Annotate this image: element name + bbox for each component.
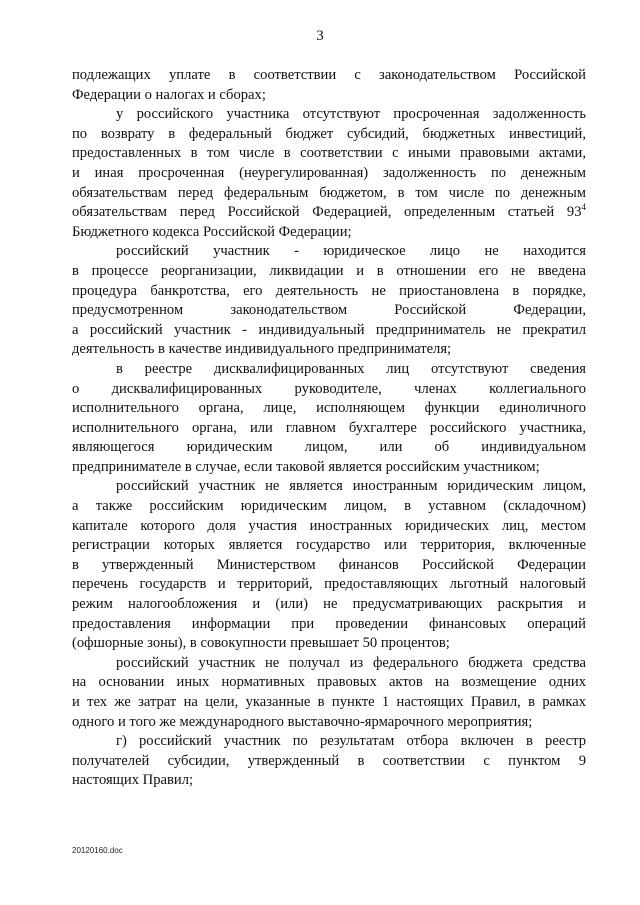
text-line: являющегося юридическим лицом, или об индивидуальном (72, 439, 586, 456)
text-line: (офшорные зоны), в совокупности превышает 50 процентов; (72, 635, 450, 652)
paragraph-first-line: г) российский участник по результатам отбора включен в реестр (116, 733, 586, 750)
text-line: Федерации о налогах и сборах; (72, 86, 266, 103)
text-line: в утвержденный Министерством финансов Российской Федерации (72, 556, 586, 573)
text-line: получателей субсидии, утвержденный в соответствии с пунктом 9 (72, 752, 586, 769)
text-line: в процессе реорганизации, ликвидации и в отношении его не введена (72, 262, 586, 279)
text-line: подлежащих уплате в соответствии с законодательством Российской (72, 67, 586, 83)
text-line: исполнительного органа, или главном бухгалтере российского участника, (72, 419, 586, 436)
text-line: предусмотренном законодательством Российской Федерации, (72, 302, 586, 319)
text-line: исполнительного органа, лице, исполняющем функции единоличного (72, 400, 586, 417)
text-line: предпринимателе в случае, если таковой является российским участником; (72, 458, 540, 475)
text-line: обязательствам перед федеральным бюджетом, в том числе по денежным (72, 184, 586, 201)
paragraph-first-line: российский участник не получал из федерального бюджета средства (116, 654, 586, 671)
superscript: 4 (581, 202, 586, 213)
text-line: о дисквалифицированных руководителе, членах коллегиального (72, 380, 586, 397)
text-line: капитале которого доля участия иностранных юридических лиц, местом (72, 517, 586, 534)
text-line: по возврату в федеральный бюджет субсидий, бюджетных инвестиций, (72, 125, 586, 142)
paragraph-first-line: российский участник не является иностранным юридическим лицом, (116, 478, 586, 495)
text-line: предоставления информации при проведении финансовых операций (72, 615, 586, 632)
text-line: перечень государств и территорий, предоставляющих льготный налоговый (72, 576, 586, 593)
text-line-with-superscript (72, 203, 586, 223)
paragraph-first-line: российский участник - юридическое лицо не находится (116, 243, 586, 260)
text-line: а российский участник - индивидуальный предприниматель не прекратил (72, 321, 586, 338)
text-line: и иная просроченная (неурегулированная) задолженность по денежным (72, 164, 586, 181)
text-line: на основании иных нормативных правовых актов на возмещение одних (72, 674, 586, 691)
text-fragment: обязательствам перед Российской Федерацией, определенным статьей 93 (72, 204, 582, 221)
paragraph-first-line: в реестре дисквалифицированных лиц отсутствуют сведения (116, 360, 586, 377)
file-name-footer: 20120160.doc (72, 846, 123, 855)
text-line: регистрации которых является государство или территория, включенные (72, 537, 586, 554)
text-line: и тех же затрат на цели, указанные в пункте 1 настоящих Правил, в рамках (72, 694, 586, 710)
paragraph-first-line: у российского участника отсутствуют просроченная задолженность (116, 106, 586, 123)
text-line: настоящих Правил; (72, 772, 194, 789)
page-number: 3 (316, 28, 324, 44)
text-line: а также российским юридическим лицом, в уставном (складочном) (72, 498, 586, 515)
text-line: одного и того же международного выставочно-ярмарочного мероприятия; (72, 713, 533, 730)
text-line: процедура банкротства, его деятельность не приостановлена в порядке, (72, 282, 586, 299)
text-line: деятельность в качестве индивидуального предпринимателя; (72, 341, 452, 358)
text-line: режим налогообложения и (или) не предусматривающих раскрытия и (72, 596, 586, 613)
text-line: Бюджетного кодекса Российской Федерации; (72, 223, 352, 240)
document-body (72, 66, 586, 791)
text-line: предоставленных в том числе в соответствии с иными правовыми актами, (72, 145, 586, 162)
